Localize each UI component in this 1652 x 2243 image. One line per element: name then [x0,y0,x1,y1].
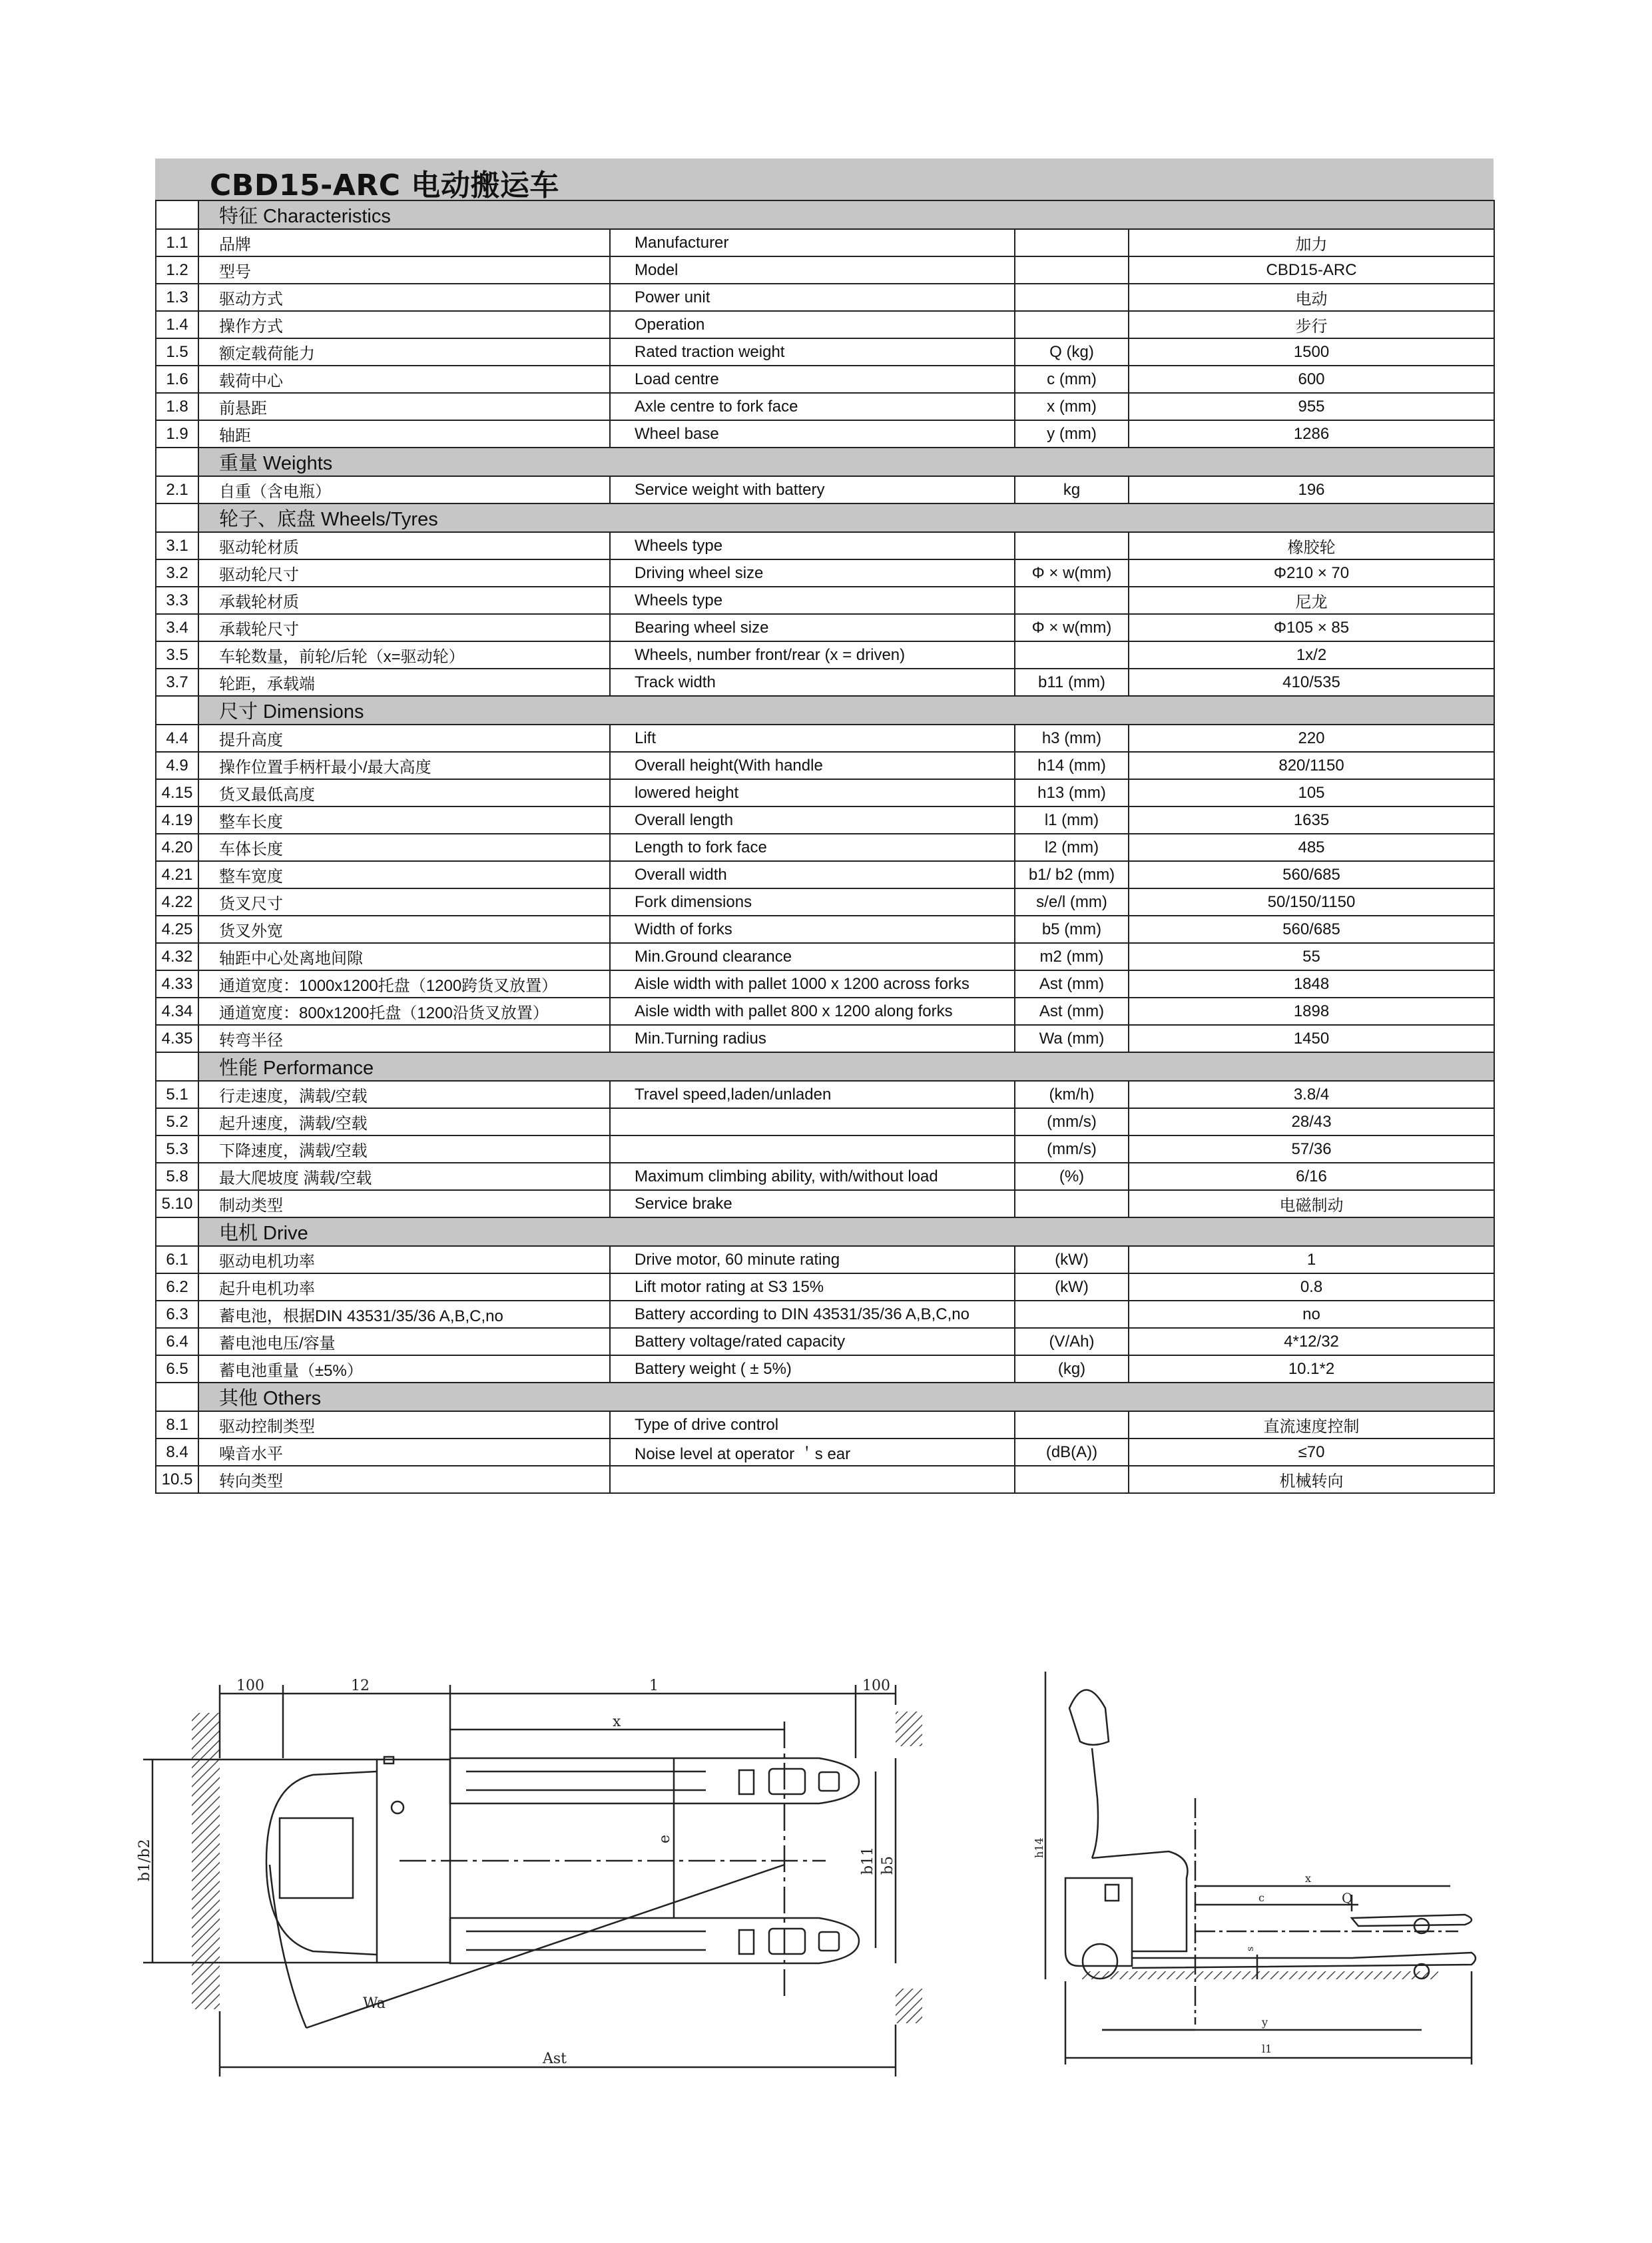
table-row [156,970,1494,998]
english-label: Min.Turning radius [610,1025,1015,1052]
value-cell: 1286 [1129,420,1494,448]
table-row [156,669,1494,696]
unit-cell: Ast (mm) [1015,998,1129,1025]
section-number-cell [156,696,198,725]
unit-cell [1015,1190,1129,1217]
unit-cell: Q (kg) [1015,338,1129,366]
table-row [156,1301,1494,1328]
table-row [156,614,1494,641]
value-cell: 820/1150 [1129,752,1494,779]
chinese-label: 起升电机功率 [198,1273,610,1301]
english-label: Drive motor, 60 minute rating [610,1246,1015,1273]
table-row [156,338,1494,366]
row-number: 6.4 [156,1328,198,1355]
section-number-cell [156,200,198,229]
row-number: 3.1 [156,532,198,559]
section-header [156,1052,1494,1081]
value-cell: 1450 [1129,1025,1494,1052]
row-number: 1.9 [156,420,198,448]
unit-cell [1015,532,1129,559]
chinese-label: 最大爬坡度 满载/空载 [198,1163,610,1190]
table-row [156,779,1494,806]
english-label [610,1135,1015,1163]
chinese-label: 行走速度，满载/空载 [198,1081,610,1108]
table-row [156,1190,1494,1217]
english-label: Wheels, number front/rear (x = driven) [610,641,1015,669]
english-label: Aisle width with pallet 1000 x 1200 across forks [610,970,1015,998]
value-cell: 485 [1129,834,1494,861]
chinese-label: 驱动轮尺寸 [198,559,610,587]
row-number: 6.1 [156,1246,198,1273]
unit-cell: h3 (mm) [1015,725,1129,752]
unit-cell: (kg) [1015,1355,1129,1383]
unit-cell: l1 (mm) [1015,806,1129,834]
english-label: Aisle width with pallet 800 x 1200 along forks [610,998,1015,1025]
wall-top-right [896,1712,922,1746]
chinese-label: 承载轮尺寸 [198,614,610,641]
section-label: 电机 Drive [198,1217,1494,1246]
row-number: 4.25 [156,916,198,943]
table-row [156,311,1494,338]
table-row [156,284,1494,311]
unit-cell: (V/Ah) [1015,1328,1129,1355]
section-header [156,200,1494,229]
title-bar [155,159,1494,200]
section-header [156,1217,1494,1246]
section-header [156,1383,1494,1411]
english-label: Maximum climbing ability, with/without load [610,1163,1015,1190]
table-row [156,943,1494,970]
section-label: 性能 Performance [198,1052,1494,1081]
value-cell: 50/150/1150 [1129,888,1494,916]
english-label: Battery according to DIN 43531/35/36 A,B,C,no [610,1301,1015,1328]
row-number: 6.2 [156,1273,198,1301]
dim-ast: Ast [543,2051,567,2067]
row-number: 1.2 [156,256,198,284]
unit-cell: c (mm) [1015,366,1129,393]
table-row [156,752,1494,779]
table-row [156,1025,1494,1052]
row-number: 3.5 [156,641,198,669]
unit-cell: Φ × w(mm) [1015,614,1129,641]
row-number: 8.1 [156,1411,198,1439]
value-cell: 196 [1129,476,1494,503]
english-label [610,1108,1015,1135]
chinese-label: 轮距，承载端 [198,669,610,696]
english-label: Power unit [610,284,1015,311]
table-row [156,420,1494,448]
value-cell: no [1129,1301,1494,1328]
row-number: 5.1 [156,1081,198,1108]
value-cell: 6/16 [1129,1163,1494,1190]
chinese-label: 型号 [198,256,610,284]
table-row [156,1081,1494,1108]
unit-cell: (dB(A)) [1015,1439,1129,1466]
row-number: 3.2 [156,559,198,587]
english-label: Battery weight ( ± 5%) [610,1355,1015,1383]
unit-cell [1015,1411,1129,1439]
value-cell: 55 [1129,943,1494,970]
section-number-cell [156,1383,198,1411]
chinese-label: 载荷中心 [198,366,610,393]
row-number: 4.33 [156,970,198,998]
row-number: 4.35 [156,1025,198,1052]
row-number: 4.22 [156,888,198,916]
english-label: Lift motor rating at S3 15% [610,1273,1015,1301]
table-row [156,725,1494,752]
unit-cell: Φ × w(mm) [1015,559,1129,587]
table-row [156,1355,1494,1383]
chinese-label: 通道宽度：1000x1200托盘（1200跨货叉放置） [198,970,610,998]
row-number: 1.5 [156,338,198,366]
chinese-label: 整车长度 [198,806,610,834]
value-cell: 电磁制动 [1129,1190,1494,1217]
value-cell: 橡胶轮 [1129,532,1494,559]
chinese-label: 起升速度，满载/空载 [198,1108,610,1135]
english-label: Bearing wheel size [610,614,1015,641]
table-row [156,916,1494,943]
unit-cell: (%) [1015,1163,1129,1190]
english-label: Axle centre to fork face [610,393,1015,420]
english-label: Noise level at operator ＇s ear [610,1439,1015,1466]
unit-cell [1015,256,1129,284]
chinese-label: 自重（含电瓶） [198,476,610,503]
english-label: Service brake [610,1190,1015,1217]
chinese-label: 整车宽度 [198,861,610,888]
dim-b1b2: b1/b2 [137,1839,153,1881]
value-cell: 560/685 [1129,916,1494,943]
table-row [156,834,1494,861]
row-number: 1.1 [156,229,198,256]
chinese-label: 货叉尺寸 [198,888,610,916]
english-label: lowered height [610,779,1015,806]
value-cell: 4*12/32 [1129,1328,1494,1355]
table-row [156,1411,1494,1439]
chinese-label: 提升高度 [198,725,610,752]
value-cell: 57/36 [1129,1135,1494,1163]
value-cell: 步行 [1129,311,1494,338]
english-label: Service weight with battery [610,476,1015,503]
row-number: 3.4 [156,614,198,641]
table-row [156,256,1494,284]
row-number: 4.34 [156,998,198,1025]
table-row [156,1328,1494,1355]
unit-cell: s/e/l (mm) [1015,888,1129,916]
english-label: Manufacturer [610,229,1015,256]
table-row [156,1273,1494,1301]
section-header [156,448,1494,476]
unit-cell: (mm/s) [1015,1135,1129,1163]
value-cell: Φ105 × 85 [1129,614,1494,641]
row-number: 4.21 [156,861,198,888]
table-row [156,587,1494,614]
chinese-label: 品牌 [198,229,610,256]
table-row [156,888,1494,916]
unit-cell: Wa (mm) [1015,1025,1129,1052]
unit-cell [1015,587,1129,614]
row-number: 5.3 [156,1135,198,1163]
value-cell: 10.1*2 [1129,1355,1494,1383]
row-number: 1.4 [156,311,198,338]
row-number: 4.9 [156,752,198,779]
unit-cell: h13 (mm) [1015,779,1129,806]
side-view-drawing [1045,1672,1476,2065]
chinese-label: 车轮数量，前轮/后轮（x=驱动轮） [198,641,610,669]
section-number-cell [156,503,198,532]
table-row [156,1163,1494,1190]
unit-cell: x (mm) [1015,393,1129,420]
english-label [610,1466,1015,1493]
row-number: 4.19 [156,806,198,834]
table-row [156,229,1494,256]
chinese-label: 制动类型 [198,1190,610,1217]
row-number: 1.3 [156,284,198,311]
dim-c: c [1258,1891,1264,1904]
english-label: Wheels type [610,532,1015,559]
unit-cell [1015,1466,1129,1493]
value-cell: 220 [1129,725,1494,752]
chinese-label: 轴距 [198,420,610,448]
chinese-label: 下降速度，满载/空载 [198,1135,610,1163]
value-cell: 1 [1129,1246,1494,1273]
unit-cell [1015,284,1129,311]
chinese-label: 通道宽度：800x1200托盘（1200沿货叉放置） [198,998,610,1025]
chinese-label: 额定载荷能力 [198,338,610,366]
section-label: 轮子、底盘 Wheels/Tyres [198,503,1494,532]
unit-cell: h14 (mm) [1015,752,1129,779]
dim-q: Q [1342,1890,1353,1906]
chinese-label: 蓄电池电压/容量 [198,1328,610,1355]
spec-table [155,200,1495,1494]
chinese-label: 蓄电池重量（±5%） [198,1355,610,1383]
row-number: 3.3 [156,587,198,614]
value-cell: 加力 [1129,229,1494,256]
english-label: Overall height(With handle [610,752,1015,779]
dim-h14: h14 [1033,1837,1045,1858]
unit-cell: y (mm) [1015,420,1129,448]
value-cell: 105 [1129,779,1494,806]
english-label: Overall length [610,806,1015,834]
unit-cell: b1/ b2 (mm) [1015,861,1129,888]
table-row [156,532,1494,559]
english-label: Driving wheel size [610,559,1015,587]
table-row [156,1108,1494,1135]
row-number: 5.10 [156,1190,198,1217]
english-label: Rated traction weight [610,338,1015,366]
value-cell: 机械转向 [1129,1466,1494,1493]
table-row [156,1135,1494,1163]
unit-cell: (mm/s) [1015,1108,1129,1135]
dim-x-top: x [613,1714,621,1730]
english-label: Travel speed,laden/unladen [610,1081,1015,1108]
english-label: Operation [610,311,1015,338]
english-label: Track width [610,669,1015,696]
unit-cell: Ast (mm) [1015,970,1129,998]
chinese-label: 驱动轮材质 [198,532,610,559]
row-number: 2.1 [156,476,198,503]
dim-b5: b5 [880,1855,896,1875]
english-label: Model [610,256,1015,284]
english-label: Type of drive control [610,1411,1015,1439]
english-label: Battery voltage/rated capacity [610,1328,1015,1355]
section-label: 其他 Others [198,1383,1494,1411]
chinese-label: 驱动控制类型 [198,1411,610,1439]
section-number-cell [156,448,198,476]
section-header [156,503,1494,532]
value-cell: 3.8/4 [1129,1081,1494,1108]
table-row [156,559,1494,587]
chinese-label: 驱动电机功率 [198,1246,610,1273]
unit-cell: kg [1015,476,1129,503]
value-cell: 600 [1129,366,1494,393]
value-cell: 1848 [1129,970,1494,998]
value-cell: 955 [1129,393,1494,420]
chinese-label: 承载轮材质 [198,587,610,614]
page-title: CBD15-ARC 电动搬运车 [210,168,559,202]
chinese-label: 转弯半径 [198,1025,610,1052]
spec-sheet [155,159,1494,1494]
english-label: Min.Ground clearance [610,943,1015,970]
table-row [156,861,1494,888]
section-label: 重量 Weights [198,448,1494,476]
value-cell: 410/535 [1129,669,1494,696]
top-view-drawing [143,1685,922,2077]
value-cell: 560/685 [1129,861,1494,888]
table-row [156,393,1494,420]
section-label: 特征 Characteristics [198,200,1494,229]
value-cell: 1x/2 [1129,641,1494,669]
table-row [156,1466,1494,1493]
chinese-label: 前悬距 [198,393,610,420]
unit-cell: b11 (mm) [1015,669,1129,696]
dim-1: 1 [649,1678,659,1694]
chinese-label: 轴距中心处离地间隙 [198,943,610,970]
dim-l1: l1 [1262,2043,1272,2055]
value-cell: ≤70 [1129,1439,1494,1466]
unit-cell: (kW) [1015,1273,1129,1301]
row-number: 8.4 [156,1439,198,1466]
chinese-label: 转向类型 [198,1466,610,1493]
row-number: 4.32 [156,943,198,970]
row-number: 6.5 [156,1355,198,1383]
row-number: 6.3 [156,1301,198,1328]
ground-hatch [1082,1971,1438,1979]
english-label: Width of forks [610,916,1015,943]
section-header [156,696,1494,725]
chinese-label: 噪音水平 [198,1439,610,1466]
chinese-label: 货叉外宽 [198,916,610,943]
section-number-cell [156,1217,198,1246]
value-cell: 1500 [1129,338,1494,366]
row-number: 4.15 [156,779,198,806]
chinese-label: 操作位置手柄杆最小/最大高度 [198,752,610,779]
value-cell: 直流速度控制 [1129,1411,1494,1439]
table-row [156,1246,1494,1273]
wall-left [192,1713,220,2009]
unit-cell: m2 (mm) [1015,943,1129,970]
dim-wa: Wa [363,1995,386,2012]
table-row [156,1439,1494,1466]
dim-b11: b11 [860,1846,876,1875]
table-row [156,366,1494,393]
unit-cell [1015,1301,1129,1328]
value-cell: 0.8 [1129,1273,1494,1301]
value-cell: 尼龙 [1129,587,1494,614]
table-row [156,641,1494,669]
row-number: 4.20 [156,834,198,861]
dim-s: s [1245,1946,1256,1951]
unit-cell [1015,641,1129,669]
value-cell: 1898 [1129,998,1494,1025]
dimension-drawings [0,1625,1652,2091]
unit-cell: (km/h) [1015,1081,1129,1108]
value-cell: Φ210 × 70 [1129,559,1494,587]
unit-cell: (kW) [1015,1246,1129,1273]
unit-cell [1015,229,1129,256]
table-row [156,476,1494,503]
dim-100-right: 100 [862,1678,890,1694]
row-number: 10.5 [156,1466,198,1493]
value-cell: 1635 [1129,806,1494,834]
english-label: Length to fork face [610,834,1015,861]
row-number: 1.6 [156,366,198,393]
dim-y: y [1262,2016,1268,2029]
row-number: 5.2 [156,1108,198,1135]
english-label: Fork dimensions [610,888,1015,916]
row-number: 4.4 [156,725,198,752]
english-label: Lift [610,725,1015,752]
english-label: Wheel base [610,420,1015,448]
english-label: Load centre [610,366,1015,393]
value-cell: CBD15-ARC [1129,256,1494,284]
chinese-label: 蓄电池，根据DIN 43531/35/36 A,B,C,no [198,1301,610,1328]
chinese-label: 驱动方式 [198,284,610,311]
row-number: 1.8 [156,393,198,420]
section-number-cell [156,1052,198,1081]
dim-100-left: 100 [236,1678,264,1694]
chinese-label: 车体长度 [198,834,610,861]
dim-x-side: x [1305,1872,1312,1885]
table-row [156,998,1494,1025]
chinese-label: 货叉最低高度 [198,779,610,806]
section-label: 尺寸 Dimensions [198,696,1494,725]
value-cell: 电动 [1129,284,1494,311]
value-cell: 28/43 [1129,1108,1494,1135]
wall-bottom-right [896,1989,922,2023]
unit-cell [1015,311,1129,338]
unit-cell: b5 (mm) [1015,916,1129,943]
unit-cell: l2 (mm) [1015,834,1129,861]
table-row [156,806,1494,834]
english-label: Overall width [610,861,1015,888]
row-number: 3.7 [156,669,198,696]
dim-e: e [657,1834,673,1843]
dim-12: 12 [351,1678,370,1694]
chinese-label: 操作方式 [198,311,610,338]
row-number: 5.8 [156,1163,198,1190]
english-label: Wheels type [610,587,1015,614]
